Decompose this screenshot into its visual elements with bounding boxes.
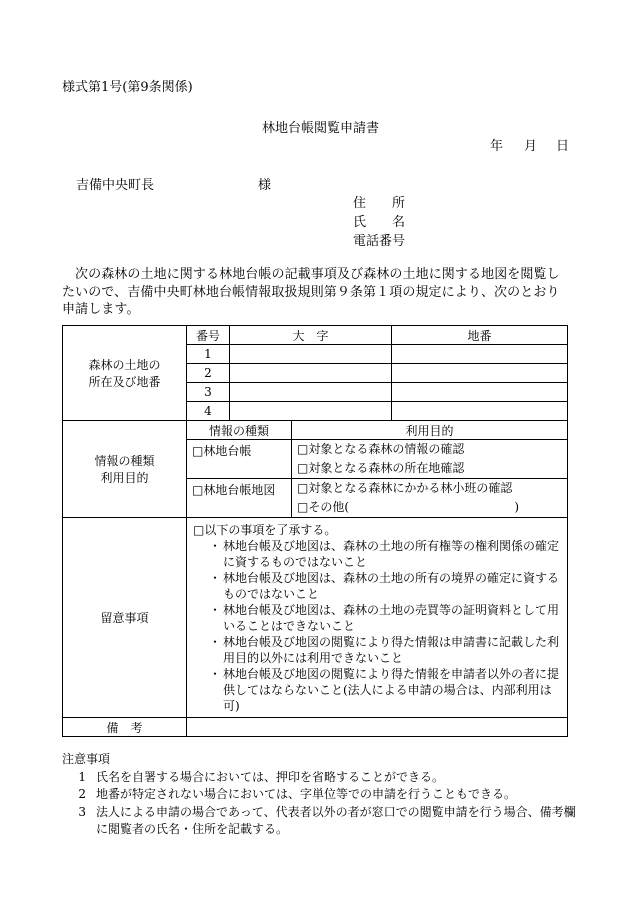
row-number: 1 — [187, 345, 230, 364]
chiban-input-cell[interactable] — [392, 402, 568, 421]
purpose-other-close: ) — [514, 500, 520, 514]
col-header-purpose: 利用目的 — [292, 421, 568, 440]
purpose-option-info-check[interactable]: □対象となる森林の情報の確認 — [297, 442, 465, 456]
info-type-map-checkbox[interactable]: □林地台帳地図 — [187, 479, 292, 518]
list-item: 1 氏名を自署する場合においては、押印を省略することができる。 — [78, 769, 445, 784]
purpose-other-label[interactable]: □その他( — [297, 500, 350, 514]
notes-title: 注意事項 — [62, 752, 111, 766]
info-type-ledger-checkbox[interactable]: □林地台帳 — [187, 440, 292, 479]
list-item: ・ 林地台帳及び地図は、森林の土地の所有の境界の確定に資するものではないこと — [209, 571, 560, 601]
remarks-label: 備 考 — [63, 718, 187, 737]
notice-acknowledge-checkbox[interactable]: □以下の事項を了承する。 — [193, 523, 337, 537]
col-header-number: 番号 — [187, 326, 230, 345]
list-item: ・ 林地台帳及び地図は、森林の土地の売買等の証明資料として用いることはできないこと — [209, 603, 560, 633]
list-item: ・ 林地台帳及び地図は、森林の土地の所有権等の権利関係の確定に資するものではないこと — [209, 539, 560, 569]
date-day-label: 日 — [556, 139, 570, 154]
col-header-info-type: 情報の種類 — [187, 421, 292, 440]
form-number: 様式第1号(第9条関係) — [62, 80, 193, 95]
location-label-line1: 森林の土地の — [88, 358, 161, 372]
aza-input-cell[interactable] — [230, 402, 392, 421]
info-type-label-cell — [63, 421, 187, 518]
info-type-label-line2: 利用目的 — [100, 471, 149, 485]
location-label-line2: 所在及び地番 — [88, 375, 161, 389]
aza-input-cell[interactable] — [230, 345, 392, 364]
application-table — [62, 325, 568, 737]
list-item: 3 法人による申請の場合であって、代表者以外の者が窓口での閲覧申請を行う場合、備考欄に閲覧者の氏名・住所を記載する。 — [78, 804, 576, 836]
remarks-input-cell[interactable] — [187, 718, 568, 737]
applicant-name-label: 氏 名 — [353, 215, 406, 230]
date-month-label: 月 — [524, 139, 538, 154]
applicant-address-label: 住 所 — [353, 196, 406, 211]
document-title: 林地台帳閲覧申請書 — [262, 121, 380, 136]
notice-label: 留意事項 — [63, 518, 187, 718]
applicant-phone-label: 電話番号 — [353, 234, 406, 249]
list-item: 2 地番が特定されない場合においては、字単位等での申請を行うこともできる。 — [78, 787, 517, 801]
list-item: ・ 林地台帳及び地図の閲覧により得た情報を申請者以外の者に提供してはならないこと(法人による申請の場合は、内部利用は可) — [209, 667, 560, 713]
notes-section — [62, 751, 577, 839]
aza-input-cell[interactable] — [230, 383, 392, 402]
row-number: 4 — [187, 402, 230, 421]
notice-list — [187, 538, 567, 714]
row-number: 2 — [187, 364, 230, 383]
purpose-option-location-check[interactable]: □対象となる森林の所在地確認 — [297, 461, 465, 475]
chiban-input-cell[interactable] — [392, 383, 568, 402]
list-item: ・ 林地台帳及び地図の閲覧により得た情報は申請書に記載した利用目的以外には利用できないこと — [209, 635, 560, 665]
chiban-input-cell[interactable] — [392, 364, 568, 383]
row-number: 3 — [187, 383, 230, 402]
col-header-chiban: 地番 — [392, 326, 568, 345]
col-header-aza: 大 字 — [230, 326, 392, 345]
purpose-option-subcompartment-check[interactable]: □対象となる森林にかかる林小班の確認 — [297, 481, 513, 495]
info-type-label-line1: 情報の種類 — [94, 454, 155, 468]
aza-input-cell[interactable] — [230, 364, 392, 383]
addressee-name: 吉備中央町長 — [76, 178, 155, 193]
location-label-cell — [63, 326, 187, 421]
chiban-input-cell[interactable] — [392, 345, 568, 364]
addressee-honorific: 様 — [258, 178, 272, 193]
intro-text: 次の森林の土地に関する林地台帳の記載事項及び森林の土地に関する地図を閲覧したいので、吉備中央町林地台帳情報取扱規則第９条第１項の規定により、次のとおり申請します。 — [62, 267, 560, 317]
intro-paragraph — [62, 266, 568, 319]
date-year-label: 年 — [490, 139, 504, 154]
purpose-option-other[interactable] — [297, 498, 567, 517]
